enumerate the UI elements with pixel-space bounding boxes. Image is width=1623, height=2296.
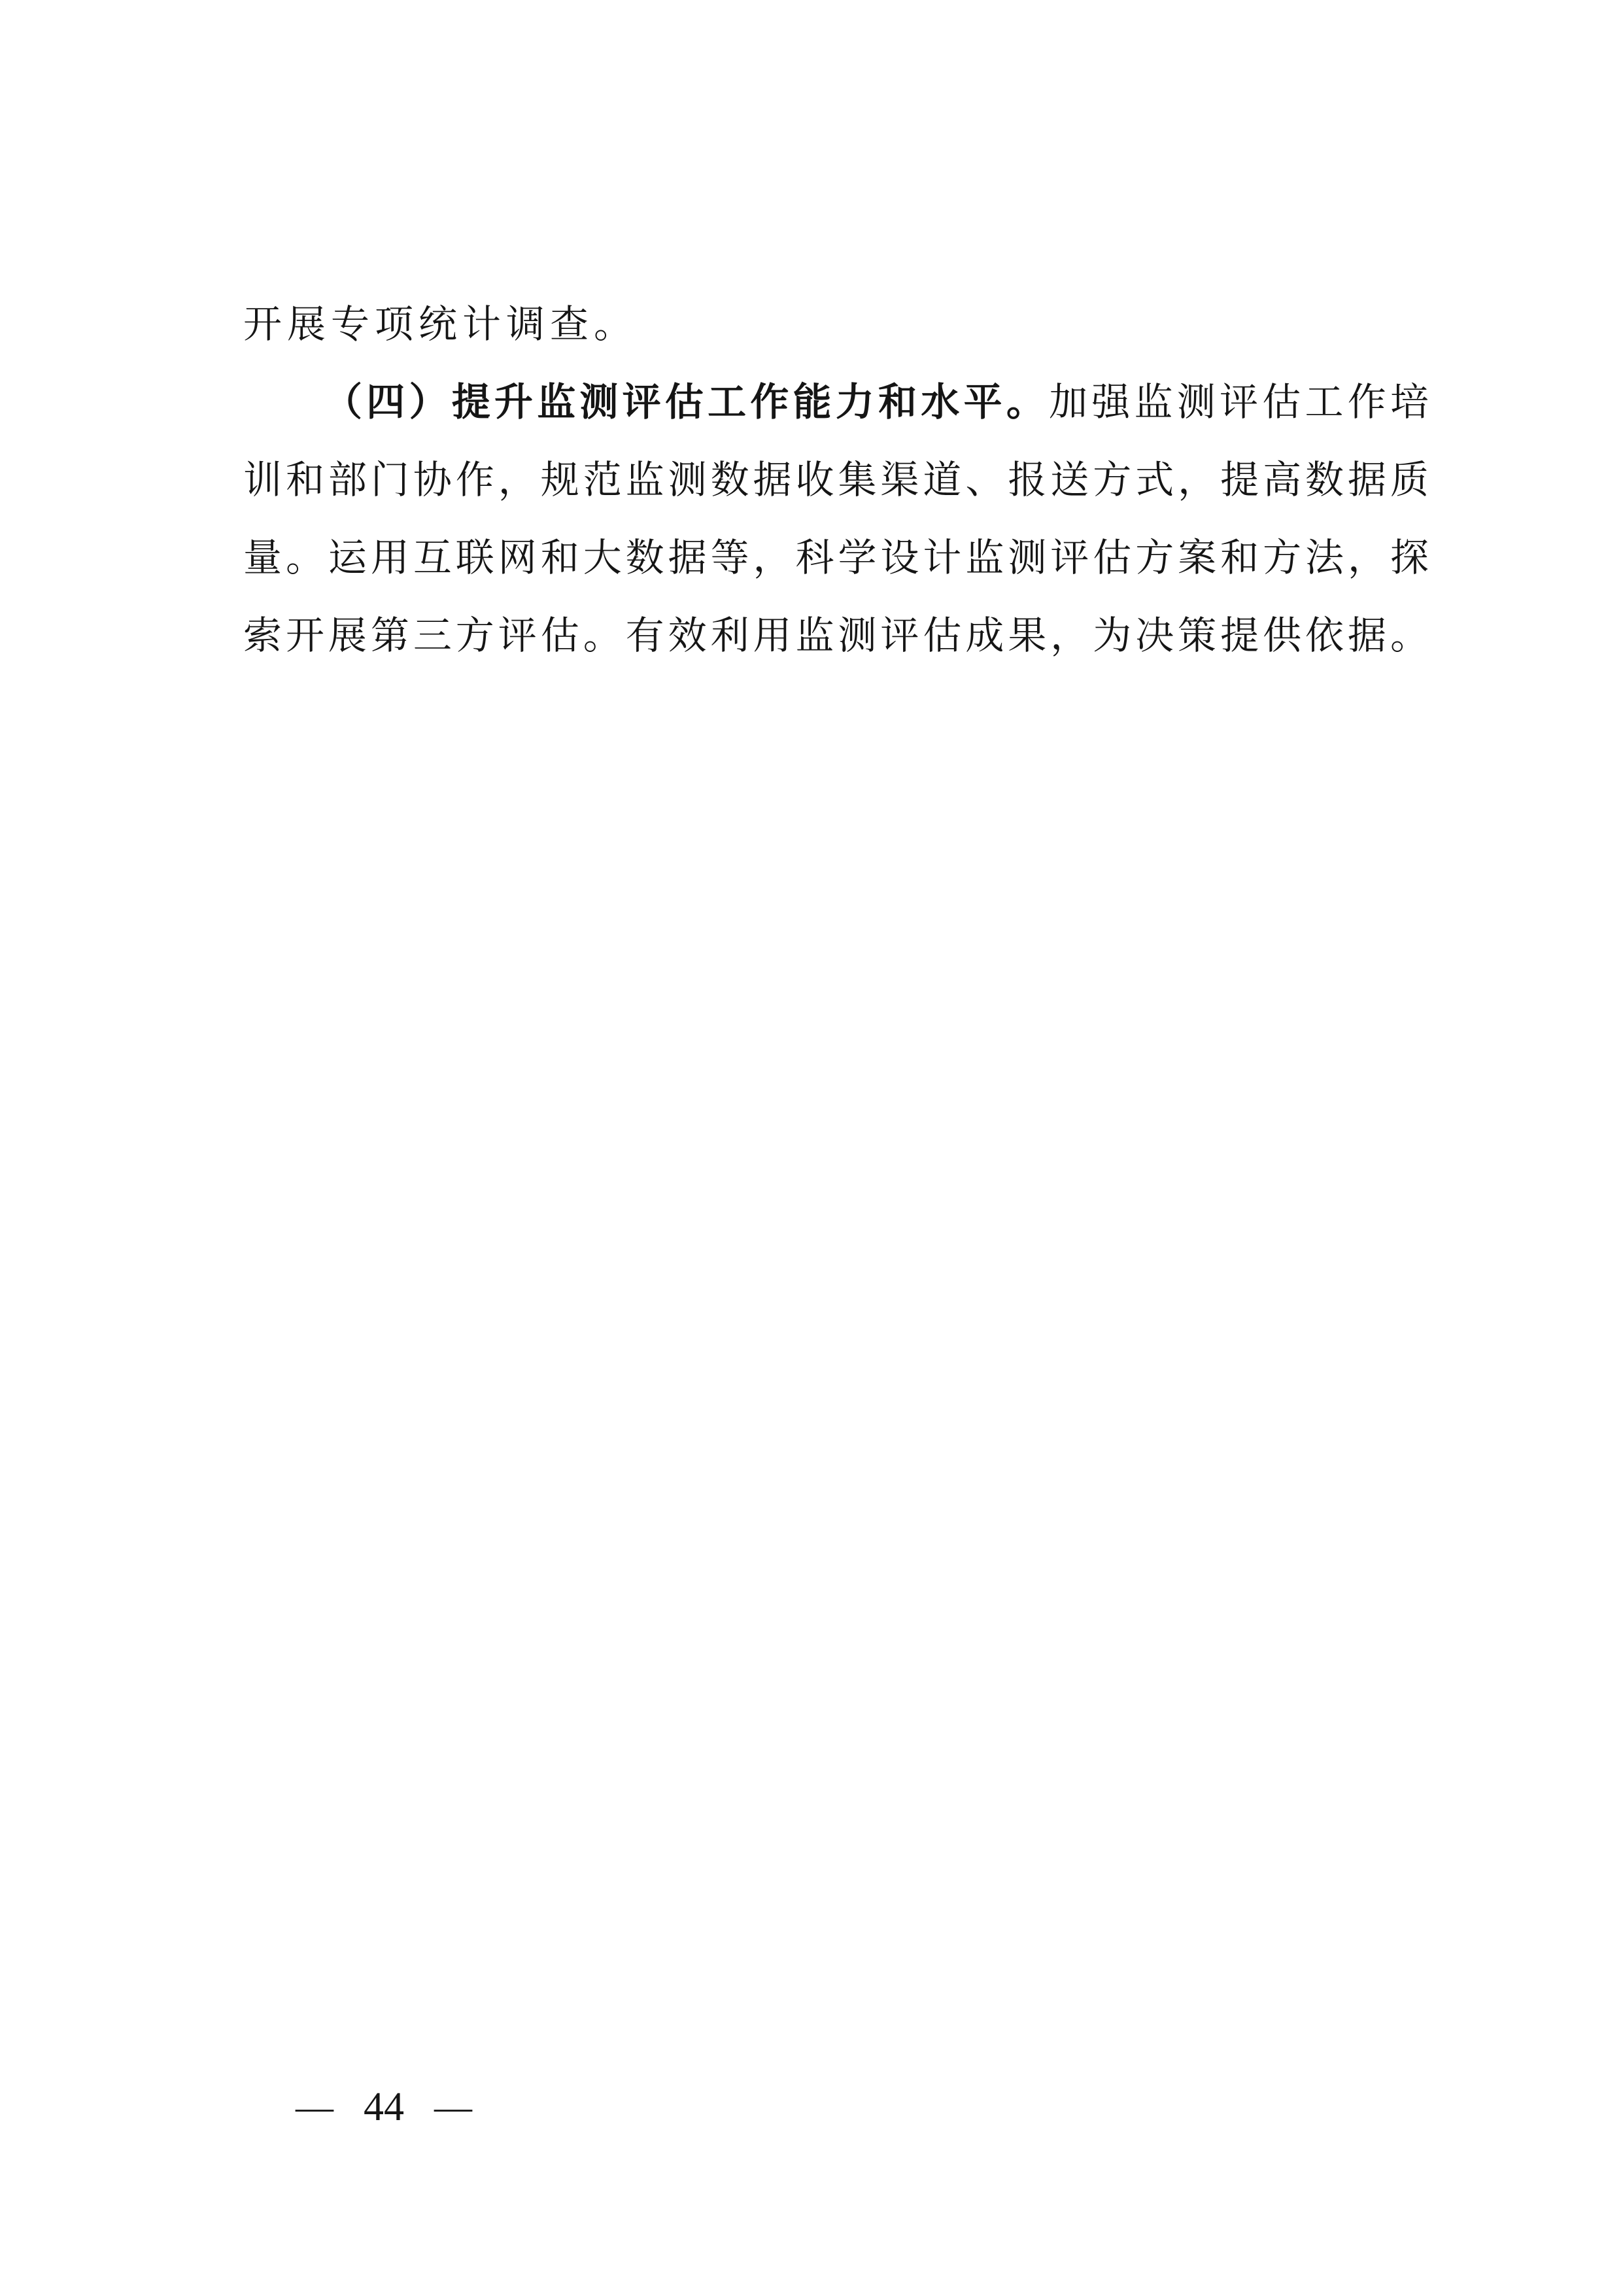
body-text-run: 加强监测评估工作培 [1049, 381, 1432, 424]
body-text-line: 量。运用互联网和大数据等，科学设计监测评估方案和方法，探 [243, 536, 1432, 579]
section-heading-line [243, 364, 1432, 441]
paragraph-end-line: 开展专项统计调查。 [243, 303, 638, 346]
body-text-block [243, 286, 1432, 675]
section-heading: （四）提升监测评估工作能力和水平。 [324, 381, 1050, 424]
page-number: 44 [364, 2085, 404, 2129]
body-text-line: 训和部门协作，规范监测数据收集渠道、报送方式，提高数据质 [243, 458, 1432, 502]
footer-dash-right: — [434, 2085, 472, 2128]
page-footer [296, 2086, 472, 2128]
footer-dash-left: — [296, 2085, 333, 2128]
body-text-line: 索开展第三方评估。有效利用监测评估成果，为决策提供依据。 [243, 614, 1432, 657]
